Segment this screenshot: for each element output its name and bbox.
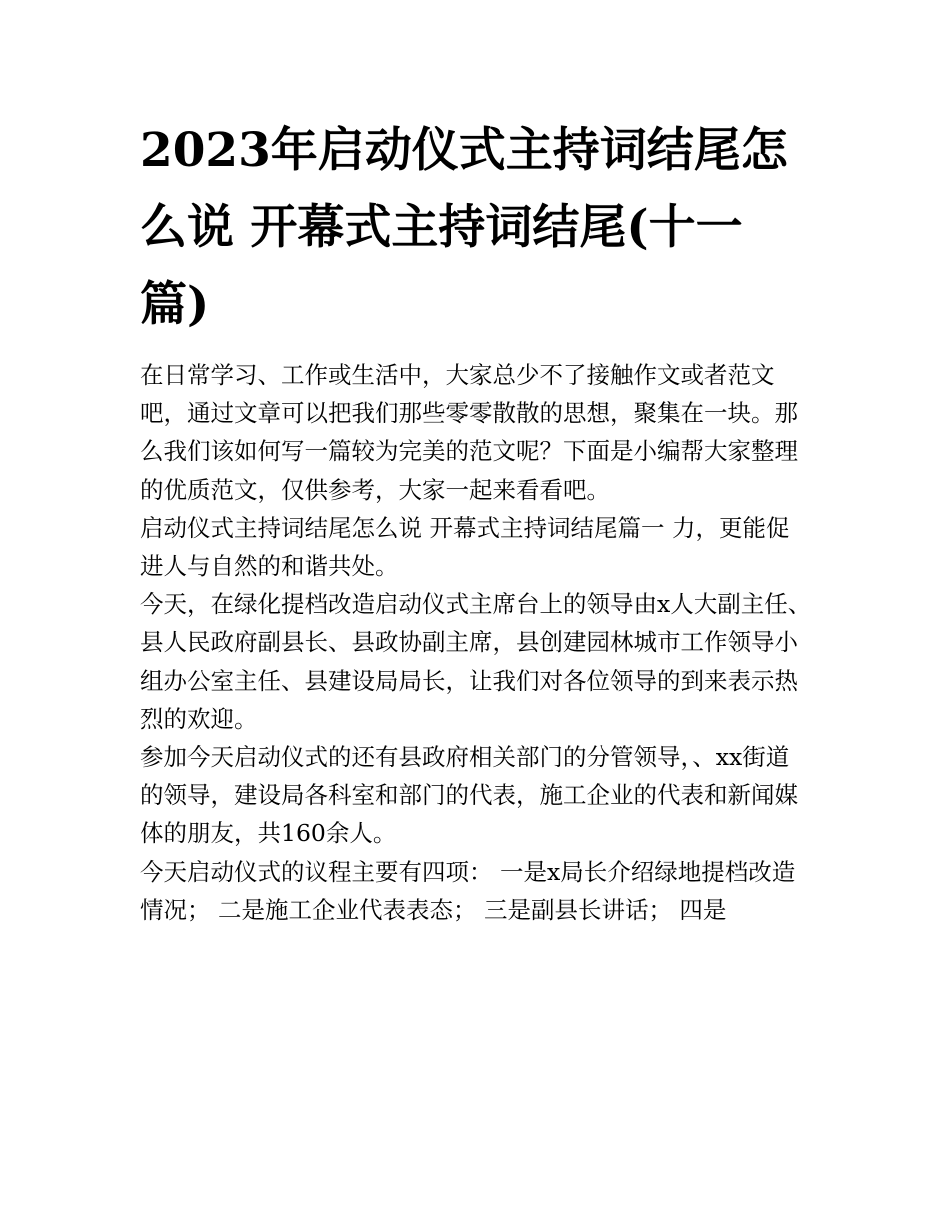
paragraph-agenda: 今天启动仪式的议程主要有四项： 一是x局长介绍绿地提档改造情况； 二是施工企业代表表态； 三是副县长讲话； 四是 bbox=[140, 857, 796, 924]
paragraph-attendees: 参加今天启动仪式的还有县政府相关部门的分管领导，、xx街道的领导，建设局各科室和部门的代表，施工企业的代表和新闻媒体的朋友，共160余人。 bbox=[140, 743, 798, 848]
document-body bbox=[140, 356, 812, 929]
paragraph-intro: 在日常学习、工作或生活中，大家总少不了接触作文或者范文吧，通过文章可以把我们那些零零散散的思想，聚集在一块。那么我们该如何写一篇较为完美的范文呢？下面是小编帮大家整理的优质范文，仅供参考，大家一起来看看吧。 bbox=[140, 361, 798, 504]
paragraph-leaders: 今天，在绿化提档改造启动仪式主席台上的领导由x人大副主任、县人民政府副县长、县政协副主席，县创建园林城市工作领导小组办公室主任、县建设局局长，让我们对各位领导的到来表示热烈的欢迎。 bbox=[140, 590, 812, 733]
document-title: 2023年启动仪式主持词结尾怎么说 开幕式主持词结尾(十一篇) bbox=[140, 123, 788, 332]
paragraph-heading-article-1: 启动仪式主持词结尾怎么说 开幕式主持词结尾篇一 力，更能促进人与自然的和谐共处。 bbox=[140, 513, 790, 581]
